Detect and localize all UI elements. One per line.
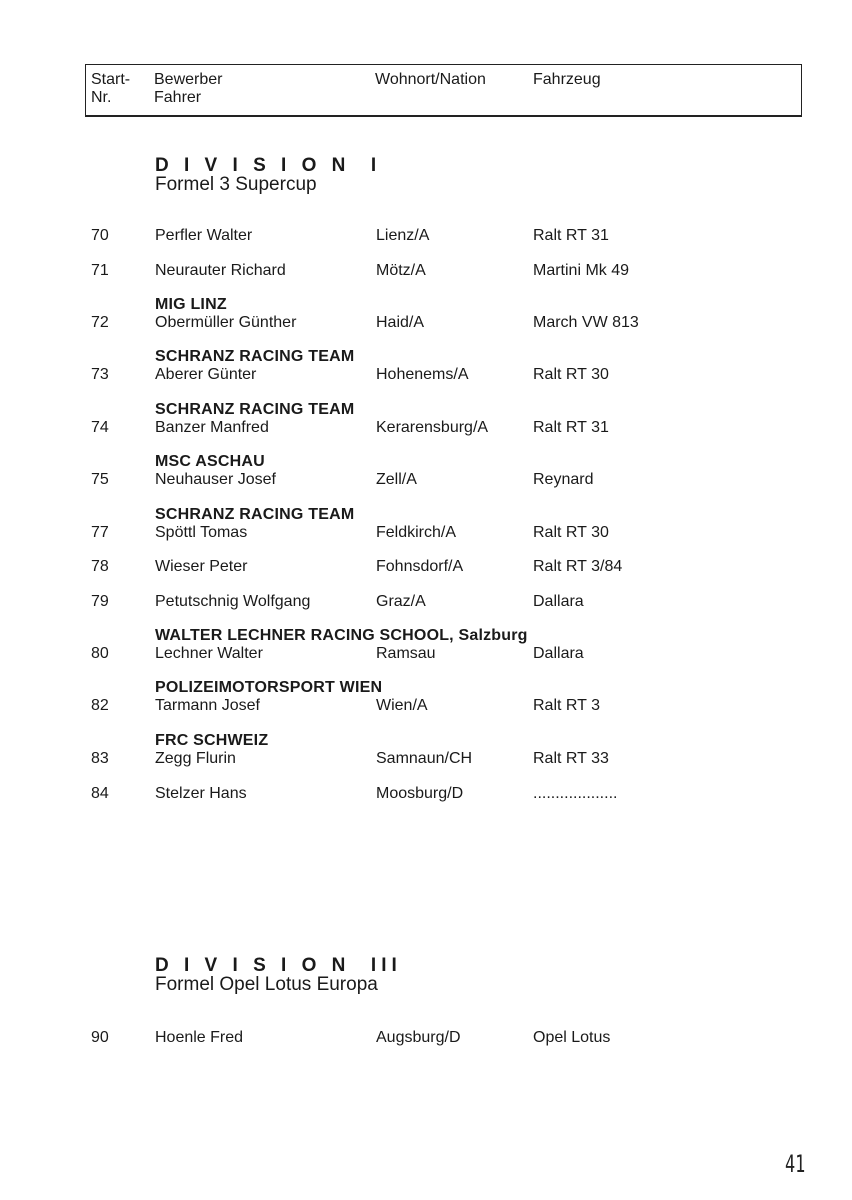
vehicle-name: Ralt RT 31 bbox=[533, 227, 609, 244]
division-heading bbox=[155, 157, 381, 195]
start-number: 72 bbox=[91, 314, 109, 331]
driver-name: Zegg Flurin bbox=[155, 750, 236, 767]
division-heading bbox=[155, 957, 402, 995]
team-name: SCHRANZ RACING TEAM bbox=[155, 506, 355, 523]
driver-name: Perfler Walter bbox=[155, 227, 253, 244]
vehicle-name: Ralt RT 33 bbox=[533, 750, 609, 767]
driver-location: Wien/A bbox=[376, 697, 428, 714]
start-number: 84 bbox=[91, 785, 109, 802]
vehicle-name: March VW 813 bbox=[533, 314, 639, 331]
vehicle-name: Ralt RT 31 bbox=[533, 419, 609, 436]
driver-location: Moosburg/D bbox=[376, 785, 464, 802]
driver-location: Kerarensburg/A bbox=[376, 419, 489, 436]
vehicle-name: Ralt RT 3/84 bbox=[533, 558, 623, 575]
division-subtitle: Formel 3 Supercup bbox=[155, 174, 317, 195]
start-number: 73 bbox=[91, 366, 109, 383]
driver-location: Ramsau bbox=[376, 645, 436, 662]
start-number: 70 bbox=[91, 227, 109, 244]
driver-name: Tarmann Josef bbox=[155, 697, 260, 714]
start-number: 75 bbox=[91, 471, 109, 488]
driver-location: Fohnsdorf/A bbox=[376, 558, 464, 575]
team-name: MSC ASCHAU bbox=[155, 453, 265, 470]
team-name: WALTER LECHNER RACING SCHOOL, Salzburg bbox=[155, 627, 528, 644]
header-nr-label: Nr. bbox=[91, 89, 112, 106]
driver-name: Banzer Manfred bbox=[155, 419, 269, 436]
driver-name: Wieser Peter bbox=[155, 558, 248, 575]
vehicle-name: ................... bbox=[533, 785, 618, 802]
driver-location: Graz/A bbox=[376, 593, 426, 610]
vehicle-name: Martini Mk 49 bbox=[533, 262, 630, 279]
header-start-label: Start- bbox=[91, 71, 131, 88]
driver-location: Feldkirch/A bbox=[376, 524, 457, 541]
driver-location: Haid/A bbox=[376, 314, 425, 331]
start-number: 77 bbox=[91, 524, 109, 541]
team-name: SCHRANZ RACING TEAM bbox=[155, 401, 355, 418]
vehicle-name: Ralt RT 30 bbox=[533, 524, 609, 541]
driver-location: Samnaun/CH bbox=[376, 750, 473, 767]
driver-name: Neurauter Richard bbox=[155, 262, 286, 279]
start-number: 71 bbox=[91, 262, 109, 279]
page-number: 41 bbox=[785, 1150, 806, 1178]
start-number: 80 bbox=[91, 645, 109, 662]
driver-location: Hohenems/A bbox=[376, 366, 469, 383]
vehicle-name: Dallara bbox=[533, 645, 584, 662]
vehicle-name: Ralt RT 30 bbox=[533, 366, 609, 383]
driver-location: Mötz/A bbox=[376, 262, 426, 279]
driver-name: Lechner Walter bbox=[155, 645, 263, 662]
driver-name: Hoenle Fred bbox=[155, 1029, 244, 1046]
team-name: MIG LINZ bbox=[155, 296, 227, 313]
driver-name: Neuhauser Josef bbox=[155, 471, 276, 488]
division-title: D I V I S I O N I bbox=[155, 155, 382, 176]
header-start-number bbox=[91, 71, 130, 107]
team-name: FRC SCHWEIZ bbox=[155, 732, 269, 749]
team-name: SCHRANZ RACING TEAM bbox=[155, 348, 355, 365]
driver-location: Augsburg/D bbox=[376, 1029, 461, 1046]
header-entrant-label: Bewerber bbox=[154, 71, 223, 88]
column-header-box bbox=[85, 64, 802, 117]
start-number: 83 bbox=[91, 750, 109, 767]
start-number: 78 bbox=[91, 558, 109, 575]
start-number: 74 bbox=[91, 419, 109, 436]
vehicle-name: Opel Lotus bbox=[533, 1029, 611, 1046]
team-name: POLIZEIMOTORSPORT WIEN bbox=[155, 679, 383, 696]
driver-location: Lienz/A bbox=[376, 227, 430, 244]
header-driver-label: Fahrer bbox=[154, 89, 202, 106]
header-location: Wohnort/Nation bbox=[375, 71, 486, 88]
start-number: 90 bbox=[91, 1029, 109, 1046]
driver-name: Obermüller Günther bbox=[155, 314, 297, 331]
header-vehicle: Fahrzeug bbox=[533, 71, 601, 88]
vehicle-name: Reynard bbox=[533, 471, 594, 488]
driver-name: Spöttl Tomas bbox=[155, 524, 248, 541]
vehicle-name: Dallara bbox=[533, 593, 584, 610]
start-number: 82 bbox=[91, 697, 109, 714]
vehicle-name: Ralt RT 3 bbox=[533, 697, 600, 714]
division-title: D I V I S I O N III bbox=[155, 955, 402, 976]
start-number: 79 bbox=[91, 593, 109, 610]
driver-name: Stelzer Hans bbox=[155, 785, 247, 802]
driver-name: Petutschnig Wolfgang bbox=[155, 593, 311, 610]
header-entrant-driver bbox=[154, 71, 222, 107]
division-subtitle: Formel Opel Lotus Europa bbox=[155, 974, 378, 995]
driver-name: Aberer Günter bbox=[155, 366, 257, 383]
driver-location: Zell/A bbox=[376, 471, 417, 488]
